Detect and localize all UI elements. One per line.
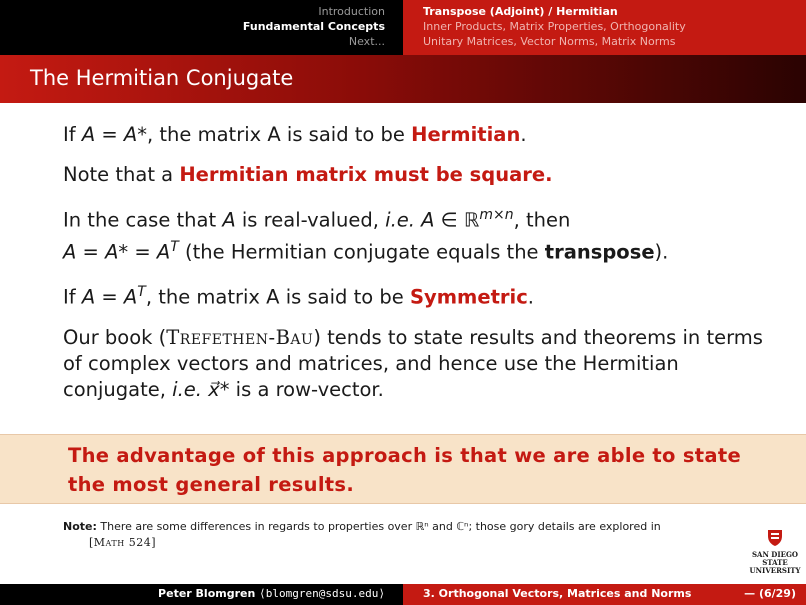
text: ) tends to state results and theorems in terms of complex vectors and matrices, and hence use the Hermitian conjugate,	[63, 325, 763, 401]
subsection-inner-products[interactable]: Inner Products, Matrix Properties, Orthogonality	[423, 20, 686, 33]
text: is real-valued,	[235, 208, 386, 232]
logo-line-1: SAN DIEGO STATE	[751, 550, 799, 567]
math-superscript: T	[137, 284, 146, 300]
footer-talk-title: 3. Orthogonal Vectors, Matrices and Norms	[423, 587, 692, 600]
note-text: There are some differences in regards to properties over ℝⁿ and ℂⁿ; those gory details are explored in	[96, 520, 661, 533]
subsection-transpose[interactable]: Transpose (Adjoint) / Hermitian	[423, 5, 618, 18]
text: , the matrix A is said to be	[145, 285, 410, 309]
text: (the Hermitian conjugate equals the	[178, 240, 545, 263]
footer-author: Peter Blomgren	[158, 587, 256, 600]
term-hermitian: Hermitian	[411, 123, 521, 146]
paragraph-square	[63, 162, 783, 188]
book-reference: Trefethen-Bau	[166, 325, 314, 349]
slide-body	[63, 122, 783, 417]
text: Note that a	[63, 163, 180, 186]
section-fundamental-concepts[interactable]: Fundamental Concepts	[242, 20, 385, 33]
footer-bar	[0, 584, 806, 605]
note-reference[interactable]: [Math 524]	[89, 536, 156, 549]
math-expression: x⃗*	[201, 377, 230, 401]
math-expression: A = A	[81, 285, 138, 309]
math-superscript: m×n	[479, 207, 514, 223]
sdsu-logo	[749, 527, 801, 575]
text: In the case that	[63, 208, 223, 232]
text: Our book (	[63, 325, 167, 349]
math-expression: A = A*	[81, 123, 147, 146]
frame-title: The Hermitian Conjugate	[30, 66, 294, 90]
paragraph-our-book	[63, 325, 783, 403]
math-expression: A ∈ ℝ	[414, 208, 480, 232]
note-label: Note:	[63, 520, 97, 533]
section-introduction[interactable]: Introduction	[318, 5, 385, 18]
paragraph-hermitian-def	[63, 122, 783, 148]
paragraph-symmetric	[63, 279, 783, 311]
text: ).	[654, 240, 669, 263]
text: If	[63, 285, 82, 309]
text: .	[520, 123, 527, 146]
frame-title-bar	[0, 55, 806, 103]
math-superscript: T	[170, 238, 179, 255]
footer-author-block	[0, 584, 403, 605]
footer-email: ⟨blomgren@sdsu.edu⟩	[259, 587, 385, 600]
subsection-unitary-matrices[interactable]: Unitary Matrices, Vector Norms, Matrix Norms	[423, 35, 676, 48]
term-transpose: transpose	[544, 240, 655, 263]
term-symmetric: Symmetric	[409, 285, 528, 309]
highlight-block	[0, 434, 806, 504]
highlight-text: The advantage of this approach is that we are able to state the most general results.	[68, 444, 741, 496]
text: is a row-vector.	[229, 377, 384, 401]
text-ie: i.e.	[172, 377, 202, 401]
footer-page-number: — (6/29)	[744, 587, 796, 600]
section-next[interactable]: Next...	[348, 35, 385, 48]
term-hermitian-square: Hermitian matrix must be square.	[179, 163, 553, 186]
footnote	[63, 519, 753, 551]
sdsu-emblem-icon	[765, 527, 785, 547]
subsection-nav	[403, 0, 806, 55]
text-ie: i.e.	[385, 208, 415, 232]
math-expression: A	[222, 208, 236, 232]
logo-line-2: UNIVERSITY	[749, 566, 801, 575]
text: .	[527, 285, 534, 309]
math-expression: A = A* = A	[63, 240, 171, 263]
section-nav	[0, 0, 403, 55]
text: If	[63, 123, 82, 146]
text: , the matrix A is said to be	[147, 123, 412, 146]
text: , then	[513, 208, 571, 232]
top-navigation	[0, 0, 806, 55]
paragraph-real-valued	[63, 202, 783, 265]
footer-talk-block	[403, 584, 806, 605]
